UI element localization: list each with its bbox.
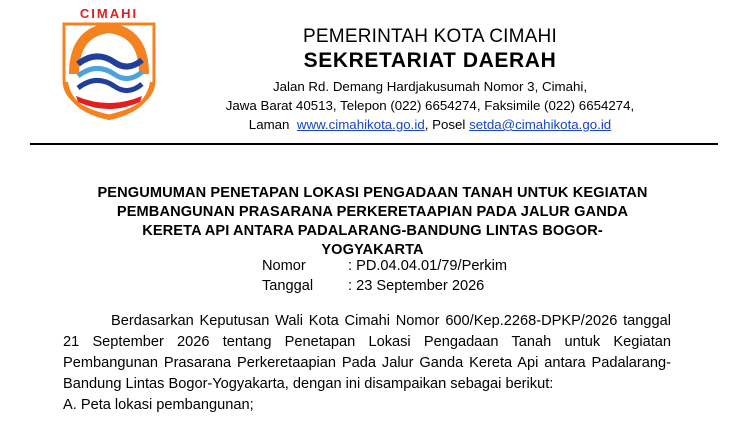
- email-link[interactable]: setda@cimahikota.go.id: [469, 117, 612, 132]
- cimahi-city-emblem-icon: [56, 2, 162, 120]
- government-name: PEMERINTAH KOTA CIMAHI: [303, 26, 557, 47]
- announcement-meta: [262, 256, 507, 296]
- nomor-value: : PD.04.04.01/79/Perkim: [348, 258, 507, 274]
- title-line-1: PENGUMUMAN PENETAPAN LOKASI PENGADAAN TANAH UNTUK KEGIATAN: [97, 185, 648, 201]
- title-line-4: YOGYAKARTA: [321, 242, 424, 258]
- tanggal-row: [262, 276, 507, 296]
- announcement-title: [50, 184, 695, 260]
- letterhead-heading: [160, 26, 700, 134]
- emblem-top-text: CIMAHI: [79, 6, 139, 21]
- nomor-label: Nomor: [262, 258, 306, 274]
- title-line-2: PEMBANGUNAN PRASARANA PERKERETAAPIAN PADA JALUR GANDA: [116, 204, 629, 220]
- list-item-a: A. Peta lokasi pembangunan;: [63, 397, 254, 413]
- address-line-3: [160, 115, 700, 134]
- address-line-1: Jalan Rd. Demang Hardjakusumah Nomor 3, Cimahi,: [272, 79, 588, 94]
- posel-label: , Posel: [424, 117, 466, 132]
- tanggal-value: : 23 September 2026: [348, 278, 485, 294]
- title-line-3: KERETA API ANTARA PADALARANG-BANDUNG LINTAS BOGOR-: [142, 223, 603, 239]
- address-line-2: Jawa Barat 40513, Telepon (022) 6654274, Faksimile (022) 6654274,: [225, 98, 635, 113]
- address-block: [160, 77, 700, 134]
- office-name: SEKRETARIAT DAERAH: [303, 49, 557, 72]
- tanggal-label: Tanggal: [262, 278, 314, 294]
- announcement-body: [63, 311, 671, 416]
- website-link[interactable]: www.cimahikota.go.id: [296, 117, 425, 132]
- letterhead-divider: [30, 143, 718, 145]
- nomor-row: [262, 256, 507, 276]
- laman-label: Laman: [248, 117, 290, 132]
- body-paragraph: Berdasarkan Keputusan Wali Kota Cimahi Nomor 600/Kep.2268-DPKP/2026 tanggal 21 September 2026 tentang Penetapan Lokasi Pengadaan Tanah untuk Kegiatan Pembangunan Prasarana Perkeretaapian Pada Jalur Ganda Kereta Api antara Padalarang-Bandung Lintas Bogor-Yogyakarta, dengan ini disampaikan sebagai berikut:: [63, 313, 671, 392]
